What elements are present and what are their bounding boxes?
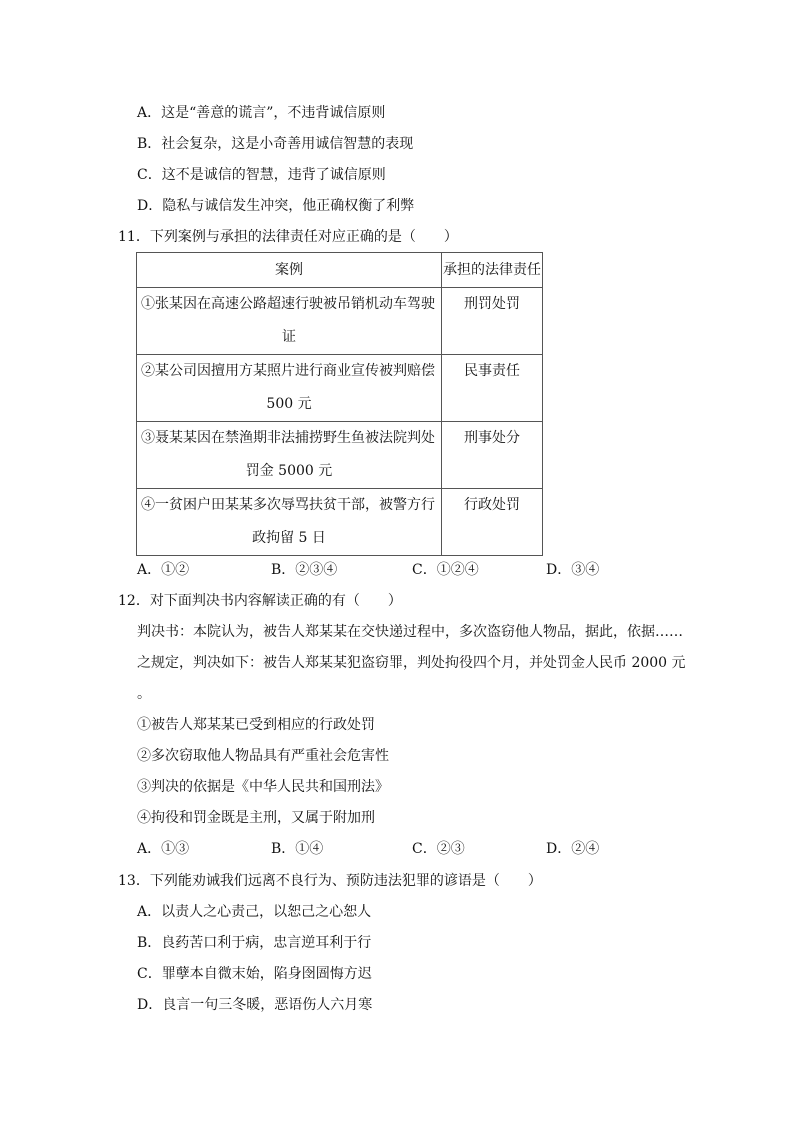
case-text-line1: ③聂某某因在禁渔期非法捕捞野生鱼被法院判处 bbox=[141, 430, 435, 446]
q12-option-d: D．②④ bbox=[546, 841, 600, 857]
q13-option-b: B．良药苦口利于病，忠言逆耳利于行 bbox=[137, 935, 372, 951]
responsibility-cell: 民事责任 bbox=[442, 355, 543, 422]
q12-option-a: A．①③ bbox=[137, 841, 190, 857]
table-row bbox=[137, 355, 543, 422]
case-text-line2: 政拘留 5 日 bbox=[252, 530, 326, 546]
q12-statement-3: ③判决的依据是《中华人民共和国刑法》 bbox=[137, 779, 389, 795]
table-row bbox=[137, 422, 543, 489]
case-text-line2: 罚金 5000 元 bbox=[245, 463, 333, 479]
q12-option-b: B．①④ bbox=[271, 841, 324, 857]
q12-statement-2: ②多次窃取他人物品具有严重社会危害性 bbox=[137, 748, 389, 764]
q13-option-d: D．良言一句三冬暖，恶语伤人六月寒 bbox=[137, 997, 373, 1013]
q12-option-c: C．②③ bbox=[412, 841, 465, 857]
q10-option-d: D．隐私与诚信发生冲突，他正确权衡了利弊 bbox=[137, 198, 415, 214]
q12-passage-line2: 之规定，判决如下：被告人郑某某犯盗窃罪，判处拘役四个月，并处罚金人民币 2000 元 bbox=[137, 655, 686, 671]
q13-stem: 13．下列能劝诫我们远离不良行为、预防违法犯罪的谚语是（ ） bbox=[118, 873, 542, 889]
table-header-row bbox=[137, 253, 543, 288]
q10-option-b: B．社会复杂，这是小奇善用诚信智慧的表现 bbox=[137, 136, 414, 152]
case-cell bbox=[137, 422, 442, 489]
q12-passage-line3: 。 bbox=[137, 686, 151, 702]
q12-passage-line1: 判决书：本院认为，被告人郑某某在交快递过程中，多次盗窃他人物品，据此，依据…… bbox=[137, 624, 683, 640]
q13-option-a: A．以责人之心责己，以恕己之心恕人 bbox=[137, 904, 372, 920]
table-row bbox=[137, 288, 543, 355]
responsibility-cell: 刑事处分 bbox=[442, 422, 543, 489]
q12-statement-4: ④拘役和罚金既是主刑，又属于附加刑 bbox=[137, 810, 375, 826]
table-header-responsibility: 承担的法律责任 bbox=[442, 253, 543, 288]
case-text-line2: 证 bbox=[282, 329, 296, 345]
case-text-line1: ①张某因在高速公路超速行驶被吊销机动车驾驶 bbox=[141, 296, 435, 312]
responsibility-cell: 行政处罚 bbox=[442, 489, 543, 556]
q11-option-b: B．②③④ bbox=[271, 562, 338, 578]
q11-stem: 11．下列案例与承担的法律责任对应正确的是（ ） bbox=[118, 229, 458, 245]
q10-option-a: A．这是“善意的谎言”，不违背诚信原则 bbox=[137, 105, 386, 121]
case-text-line2: 500 元 bbox=[266, 396, 312, 412]
case-text-line1: ②某公司因擅用方某照片进行商业宣传被判赔偿 bbox=[141, 363, 435, 379]
responsibility-cell: 刑罚处罚 bbox=[442, 288, 543, 355]
q10-option-c: C．这不是诚信的智慧，违背了诚信原则 bbox=[137, 167, 386, 183]
q11-option-a: A．①② bbox=[137, 562, 190, 578]
table-row bbox=[137, 489, 543, 556]
table-header-case: 案例 bbox=[137, 253, 442, 288]
q13-option-c: C．罪孽本自微末始，陷身囹圄悔方迟 bbox=[137, 966, 372, 982]
case-cell bbox=[137, 355, 442, 422]
case-cell bbox=[137, 489, 442, 556]
case-text-line1: ④一贫困户田某某多次辱骂扶贫干部，被警方行 bbox=[141, 497, 435, 513]
q11-option-c: C．①②④ bbox=[412, 562, 479, 578]
case-cell bbox=[137, 288, 442, 355]
q11-case-table bbox=[136, 252, 543, 556]
q11-option-d: D．③④ bbox=[546, 562, 600, 578]
q12-statement-1: ①被告人郑某某已受到相应的行政处罚 bbox=[137, 717, 375, 733]
q12-stem: 12．对下面判决书内容解读正确的有（ ） bbox=[118, 593, 402, 609]
